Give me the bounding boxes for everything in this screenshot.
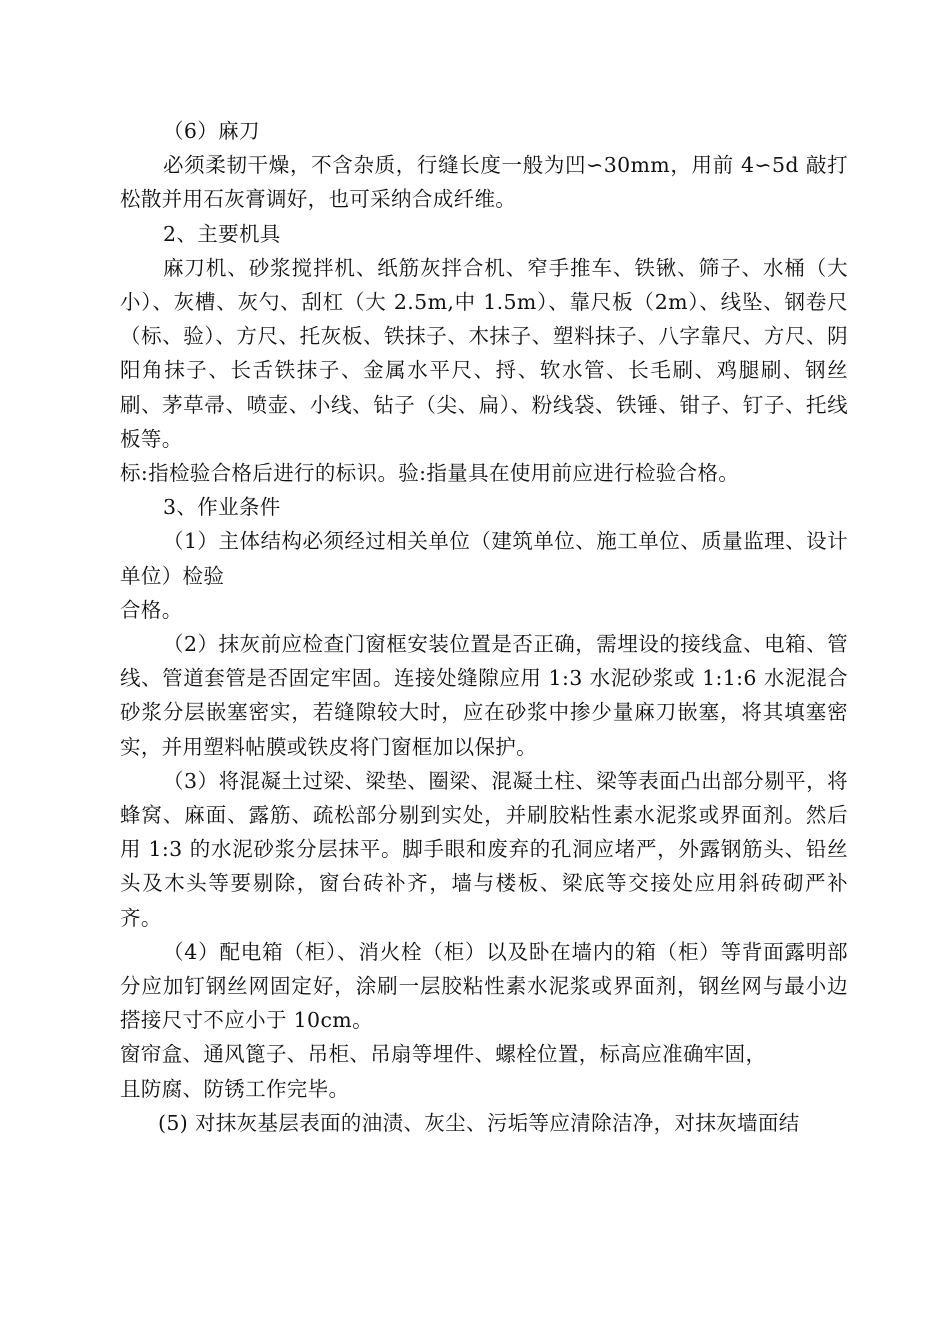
paragraph-condition-3: （3）将混凝土过梁、梁垫、圈梁、混凝土柱、梁等表面凸出部分剔平，将蜂窝、麻面、露筋、疏松部分剔到实处，并刷胶粘性素水泥浆或界面剂。然后用 1:3 的水泥砂浆分层抹平。脚手眼和废弃的孔洞应堵严，外露钢筋头、铅丝头及木头等要剔除，窗台砖补齐，墙与楼板、梁底等交接处应用斜砖砌严补齐。 — [120, 768, 848, 930]
paragraph-mark-note: 标:指检验合格后进行的标识。验:指量具在使用前应进行检验合格。 — [120, 461, 740, 486]
paragraph-condition-1: （1）主体结构必须经过相关单位（建筑单位、施工单位、质量监理、设计单位）检验 — [120, 529, 848, 588]
section-heading-main-tools: 2、主要机具 — [163, 221, 281, 246]
paragraph-condition-4-anticorrosion: 且防腐、防锈工作完毕。 — [120, 1076, 350, 1101]
section-heading-hemp: （6）麻刀 — [163, 119, 260, 143]
paragraph-tool-list: 麻刀机、砂浆搅拌机、纸筋灰拌合机、窄手推车、铁锹、筛子、水桶（大小）、灰槽、灰勺、刮杠（大 2.5m,中 1.5m）、靠尺板（2m）、线坠、钢卷尺（标、验）、方尺、托灰板、铁抹子、木抹子、塑料抹子、八字靠尺、方尺、阴阳角抹子、长舌铁抹子、金属水平尺、捋、软水管、长毛刷、鸡腿刷、钢丝刷、茅草帚、喷壶、小线、钻子（尖、扁）、粉线袋、铁锤、钳子、钉子、托线板等。 — [120, 255, 848, 451]
paragraph-condition-2: （2）抹灰前应检查门窗框安装位置是否正确，需埋设的接线盒、电箱、管线、管道套管是否固定牢固。连接处缝隙应用 1:3 水泥砂浆或 1:1:6 水泥混合砂浆分层嵌塞密实，若缝隙较大时，应在砂浆中掺少量麻刀嵌塞，将其填塞密实，并用塑料帖膜或铁皮将门窗框加以保护。 — [120, 632, 848, 759]
document-body — [120, 114, 848, 1140]
paragraph-hemp-requirements: 必须柔韧干燥，不含杂质，行缝长度一般为凹∽30mm，用前 4∽5d 敲打松散并用石灰膏调好，也可采纳合成纤维。 — [120, 153, 848, 212]
paragraph-condition-4-embedded-parts: 窗帘盒、通风篦子、吊柜、吊扇等埋件、螺栓位置，标高应准确牢固， — [120, 1042, 767, 1067]
paragraph-condition-5: (5) 对抹灰基层表面的油渍、灰尘、污垢等应清除洁净，对抹灰墙面结 — [158, 1110, 800, 1135]
paragraph-condition-1-cont: 合格。 — [120, 597, 183, 622]
paragraph-condition-4: （4）配电箱（柜）、消火栓（柜）以及卧在墙内的箱（柜）等背面露明部分应加钉钢丝网固定好，涂刷一层胶粘性素水泥浆或界面剂，钢丝网与最小边搭接尺寸不应小于 10cm。 — [120, 939, 848, 1033]
section-heading-work-conditions: 3、作业条件 — [163, 495, 281, 520]
